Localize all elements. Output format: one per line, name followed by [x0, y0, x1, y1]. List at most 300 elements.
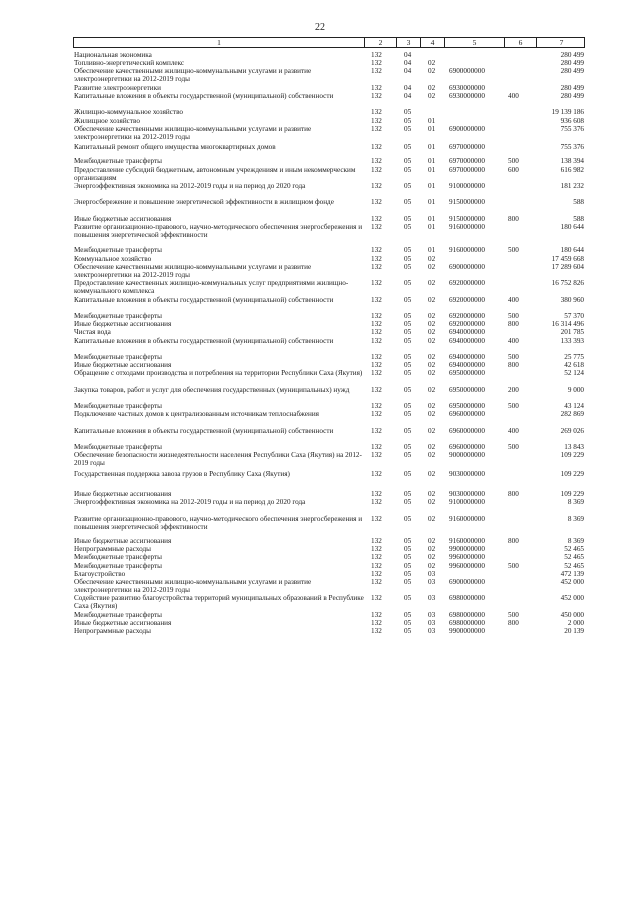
cell-c3: 05 — [404, 246, 412, 255]
cell-c7: 52 124 — [564, 369, 584, 378]
cell-c4: 02 — [428, 67, 436, 76]
table-row — [0, 451, 640, 467]
cell-c3: 05 — [404, 312, 412, 320]
cell-c3: 05 — [404, 361, 412, 370]
cell-c5: 9030000000 — [449, 490, 485, 498]
cell-c3: 05 — [404, 320, 412, 329]
cell-c3: 05 — [404, 410, 412, 419]
cell-c5: 9960000000 — [449, 561, 485, 570]
cell-name: Иные бюджетные ассигнования — [74, 320, 172, 329]
cell-c2: 132 — [371, 165, 382, 174]
cell-c7: 2 000 — [567, 619, 584, 627]
cell-c4: 01 — [428, 246, 436, 255]
cell-c6: 200 — [508, 385, 519, 394]
cell-name: Обеспечение безопасности жизнедеятельности населения Республики Саха (Якутия) на 2012-2019 годы — [74, 451, 362, 468]
table-row — [0, 386, 640, 402]
cell-c5: 6940000000 — [449, 336, 485, 345]
cell-c4: 02 — [428, 295, 436, 304]
cell-c2: 132 — [371, 143, 382, 152]
cell-name: Обеспечение качественными жилищно-коммунальными услугами и развитие электроэнергетики на 2012-2019 годы — [74, 67, 312, 84]
cell-c6: 500 — [508, 443, 519, 452]
cell-c2: 132 — [371, 498, 382, 507]
cell-c6: 400 — [508, 92, 519, 100]
cell-c4: 01 — [428, 223, 436, 231]
cell-name: Обеспечение качественными жилищно-коммунальными услугами и развитие электроэнергетики на 2012-2019 годы — [74, 578, 312, 594]
cell-name: Межбюджетные трансферты — [74, 157, 162, 166]
table-row — [0, 296, 640, 312]
cell-c6: 800 — [508, 619, 519, 627]
cell-name: Обращение с отходами производства и потребления на территории Республики Саха (Якутия) — [74, 369, 363, 378]
cell-c4: 03 — [428, 627, 436, 636]
cell-c2: 132 — [371, 67, 382, 76]
cell-c2: 132 — [371, 157, 382, 166]
cell-c2: 132 — [371, 83, 382, 92]
header-col-7: 7 — [536, 38, 586, 47]
cell-name: Закупка товаров, работ и услуг для обеспечения государственных (муниципальных) нужд — [74, 385, 350, 394]
cell-name: Подключение частных домов к централизованным источникам теплоснабжения — [74, 410, 319, 419]
table-row — [0, 143, 640, 151]
cell-name: Энергоэффективная экономика на 2012-2019 годы и на период до 2020 года — [74, 182, 306, 190]
cell-c2: 132 — [371, 198, 382, 207]
table-row — [0, 182, 640, 198]
cell-c6: 800 — [508, 537, 519, 545]
table-row — [0, 410, 640, 426]
table-row — [0, 611, 640, 619]
table-row — [0, 108, 640, 116]
cell-c7: 8 369 — [567, 537, 584, 545]
cell-c3: 05 — [404, 295, 412, 304]
cell-c2: 132 — [371, 627, 382, 636]
cell-c4: 02 — [428, 254, 436, 263]
cell-c7: 16 752 826 — [551, 279, 584, 288]
cell-c5: 6960000000 — [449, 443, 485, 452]
cell-c3: 05 — [404, 336, 412, 345]
cell-c7: 109 229 — [560, 469, 584, 478]
cell-c7: 17 289 604 — [551, 262, 584, 271]
cell-c4: 02 — [428, 353, 436, 361]
cell-c2: 132 — [371, 214, 382, 223]
cell-c3: 05 — [404, 353, 412, 361]
table-row — [0, 594, 640, 610]
cell-c6: 400 — [508, 295, 519, 304]
cell-name: Национальная экономика — [74, 51, 152, 59]
table-row — [0, 570, 640, 578]
cell-name: Энергосбережение и повышение энергетической эффективности в жилищном фонде — [74, 198, 334, 207]
table-row — [0, 67, 640, 83]
cell-c3: 05 — [404, 451, 412, 460]
cell-c4: 02 — [428, 361, 436, 370]
cell-c4: 02 — [428, 385, 436, 394]
cell-c4: 02 — [428, 451, 436, 460]
cell-c5: 9160000000 — [449, 537, 485, 545]
cell-name: Предоставление качественных жилищно-коммунальных услуг предприятиями жилищно-коммунального комплекса — [74, 279, 349, 296]
cell-c3: 04 — [404, 92, 412, 100]
cell-c4: 02 — [428, 59, 436, 68]
cell-name: Межбюджетные трансферты — [74, 246, 162, 255]
cell-name: Капитальные вложения в объекты государственной (муниципальной) собственности — [74, 426, 334, 435]
cell-c3: 05 — [404, 402, 412, 411]
table-row — [0, 402, 640, 410]
cell-name: Межбюджетные трансферты — [74, 402, 162, 411]
cell-name: Развитие организационно-правового, научно-методического обеспечения энергосбережения и повышения энергетической эффективности — [74, 514, 363, 531]
table-row — [0, 337, 640, 353]
cell-c2: 132 — [371, 443, 382, 452]
header-col-3: 3 — [396, 38, 420, 47]
cell-c7: 280 499 — [560, 83, 584, 92]
cell-name: Жилищно-коммунальное хозяйство — [74, 108, 184, 117]
cell-c4: 03 — [428, 619, 436, 627]
cell-c7: 52 465 — [564, 561, 584, 570]
cell-c7: 280 499 — [560, 51, 584, 59]
header-col-1: 1 — [217, 38, 221, 47]
cell-c4: 03 — [428, 594, 436, 603]
cell-c4: 03 — [428, 610, 436, 619]
cell-c7: 180 644 — [560, 246, 584, 255]
cell-c2: 132 — [371, 402, 382, 411]
cell-c3: 04 — [404, 59, 412, 68]
table-row — [0, 443, 640, 451]
table-row — [0, 255, 640, 263]
cell-c2: 132 — [371, 336, 382, 345]
cell-c5: 9100000000 — [449, 498, 485, 507]
cell-c5: 6940000000 — [449, 353, 485, 361]
cell-name: Иные бюджетные ассигнования — [74, 490, 172, 498]
cell-name: Межбюджетные трансферты — [74, 312, 162, 320]
cell-c4: 02 — [428, 537, 436, 545]
cell-c7: 25 775 — [564, 353, 584, 361]
cell-c2: 132 — [371, 361, 382, 370]
cell-c5: 6980000000 — [449, 619, 485, 627]
table-row — [0, 320, 640, 328]
cell-c6: 500 — [508, 312, 519, 320]
table-row — [0, 537, 640, 545]
cell-c4: 02 — [428, 328, 436, 337]
table-row — [0, 498, 640, 514]
cell-c2: 132 — [371, 553, 382, 562]
cell-c7: 616 982 — [560, 165, 584, 174]
cell-c7: 109 229 — [560, 451, 584, 460]
cell-c5: 6900000000 — [449, 262, 485, 271]
cell-c5: 6920000000 — [449, 320, 485, 329]
cell-c4: 03 — [428, 578, 436, 586]
cell-c2: 132 — [371, 469, 382, 478]
table-row — [0, 59, 640, 67]
cell-c2: 132 — [371, 385, 382, 394]
cell-c7: 755 376 — [560, 124, 584, 133]
table-row — [0, 84, 640, 92]
table-row — [0, 166, 640, 182]
cell-name: Непрограммные расходы — [74, 545, 151, 554]
cell-c5: 6920000000 — [449, 295, 485, 304]
cell-c2: 132 — [371, 561, 382, 570]
cell-c5: 6980000000 — [449, 594, 485, 603]
cell-c3: 04 — [404, 67, 412, 76]
cell-c5: 9000000000 — [449, 451, 485, 460]
cell-c4: 02 — [428, 545, 436, 554]
cell-c3: 05 — [404, 165, 412, 174]
cell-c5: 6930000000 — [449, 92, 485, 100]
cell-c5: 6970000000 — [449, 157, 485, 166]
cell-c6: 600 — [508, 165, 519, 174]
cell-c7: 755 376 — [560, 143, 584, 152]
cell-c7: 181 232 — [560, 182, 584, 190]
cell-c7: 17 459 668 — [551, 254, 584, 263]
cell-name: Капитальные вложения в объекты государственной (муниципальной) собственности — [74, 92, 334, 100]
cell-c2: 132 — [371, 124, 382, 133]
cell-c6: 800 — [508, 490, 519, 498]
cell-c2: 132 — [371, 328, 382, 337]
cell-c7: 450 000 — [560, 610, 584, 619]
cell-c5: 6940000000 — [449, 361, 485, 370]
cell-c2: 132 — [371, 610, 382, 619]
cell-c2: 132 — [371, 92, 382, 100]
cell-name: Капитальные вложения в объекты государственной (муниципальной) собственности — [74, 295, 334, 304]
cell-c7: 280 499 — [560, 59, 584, 68]
cell-c5: 9030000000 — [449, 469, 485, 478]
cell-c7: 13 843 — [564, 443, 584, 452]
cell-c4: 02 — [428, 498, 436, 507]
cell-name: Иные бюджетные ассигнования — [74, 214, 172, 223]
cell-name: Межбюджетные трансферты — [74, 443, 162, 452]
cell-c2: 132 — [371, 59, 382, 68]
cell-c2: 132 — [371, 182, 382, 190]
cell-c4: 02 — [428, 426, 436, 435]
cell-c7: 380 960 — [560, 295, 584, 304]
cell-c3: 05 — [404, 553, 412, 562]
cell-c2: 132 — [371, 295, 382, 304]
cell-c4: 01 — [428, 116, 436, 125]
cell-c2: 132 — [371, 108, 382, 117]
cell-c5: 9150000000 — [449, 214, 485, 223]
cell-c4: 01 — [428, 143, 436, 152]
cell-name: Содействие развитию благоустройства территорий муниципальных образований в Республике Саха (Якутия) — [74, 594, 364, 611]
cell-c4: 02 — [428, 410, 436, 419]
cell-c2: 132 — [371, 410, 382, 419]
cell-c3: 05 — [404, 490, 412, 498]
cell-c3: 05 — [404, 610, 412, 619]
cell-name: Капитальные вложения в объекты государственной (муниципальной) собственности — [74, 336, 334, 345]
cell-c3: 05 — [404, 498, 412, 507]
cell-c7: 936 608 — [560, 116, 584, 125]
cell-c3: 05 — [404, 157, 412, 166]
cell-c5: 9960000000 — [449, 553, 485, 562]
table-row — [0, 553, 640, 561]
cell-name: Межбюджетные трансферты — [74, 553, 162, 562]
cell-c4: 02 — [428, 369, 436, 378]
cell-c4: 01 — [428, 198, 436, 207]
cell-c7: 201 785 — [560, 328, 584, 337]
cell-c3: 05 — [404, 627, 412, 636]
cell-c5: 6900000000 — [449, 67, 485, 76]
cell-c4: 01 — [428, 214, 436, 223]
page-number: 22 — [315, 22, 325, 33]
cell-name: Обеспечение качественными жилищно-коммунальными услугами и развитие электроэнергетики на 2012-2019 годы — [74, 124, 312, 141]
cell-c5: 6940000000 — [449, 328, 485, 337]
cell-c5: 6970000000 — [449, 143, 485, 152]
table-row — [0, 578, 640, 594]
cell-c2: 132 — [371, 246, 382, 255]
cell-c3: 05 — [404, 116, 412, 125]
cell-c3: 05 — [404, 469, 412, 478]
cell-c7: 452 000 — [560, 578, 584, 586]
cell-c7: 42 618 — [564, 361, 584, 370]
cell-c7: 52 465 — [564, 545, 584, 554]
cell-c3: 05 — [404, 328, 412, 337]
table-row — [0, 51, 640, 59]
cell-c2: 132 — [371, 116, 382, 125]
cell-c2: 132 — [371, 545, 382, 554]
cell-c6: 400 — [508, 336, 519, 345]
cell-name: Иные бюджетные ассигнования — [74, 361, 172, 370]
cell-c3: 05 — [404, 385, 412, 394]
header-col-6: 6 — [504, 38, 536, 47]
cell-c7: 19 139 186 — [551, 108, 584, 117]
cell-c3: 05 — [404, 124, 412, 133]
cell-c7: 282 869 — [560, 410, 584, 419]
cell-c6: 800 — [508, 361, 519, 370]
table-row — [0, 223, 640, 239]
header-col-2: 2 — [364, 38, 396, 47]
cell-c3: 05 — [404, 369, 412, 378]
cell-c2: 132 — [371, 369, 382, 378]
cell-c4: 03 — [428, 569, 436, 578]
cell-c3: 05 — [404, 443, 412, 452]
cell-c4: 02 — [428, 336, 436, 345]
table-row — [0, 215, 640, 223]
table-row — [0, 619, 640, 627]
cell-c5: 6950000000 — [449, 369, 485, 378]
table-row — [0, 545, 640, 553]
cell-name: Иные бюджетные ассигнования — [74, 537, 172, 545]
cell-c6: 500 — [508, 402, 519, 411]
cell-c3: 05 — [404, 214, 412, 223]
cell-c7: 138 394 — [560, 157, 584, 166]
cell-c5: 9160000000 — [449, 246, 485, 255]
cell-c7: 8 369 — [567, 498, 584, 507]
cell-c2: 132 — [371, 594, 382, 603]
cell-c2: 132 — [371, 569, 382, 578]
cell-c2: 132 — [371, 353, 382, 361]
table-row — [0, 263, 640, 279]
cell-name: Капитальный ремонт общего имущества многоквартирных домов — [74, 143, 276, 152]
cell-c2: 132 — [371, 223, 382, 231]
cell-c2: 132 — [371, 262, 382, 271]
cell-c3: 05 — [404, 537, 412, 545]
cell-c5: 9160000000 — [449, 514, 485, 523]
cell-c4: 02 — [428, 469, 436, 478]
cell-name: Непрограммные расходы — [74, 627, 151, 636]
table-row — [0, 279, 640, 295]
cell-c7: 452 000 — [560, 594, 584, 603]
cell-c2: 132 — [371, 578, 382, 586]
cell-c7: 269 026 — [560, 426, 584, 435]
cell-c4: 02 — [428, 514, 436, 523]
cell-name: Жилищное хозяйство — [74, 116, 140, 125]
cell-c5: 6950000000 — [449, 385, 485, 394]
cell-name: Энергоэффективная экономика на 2012-2019 годы и на период до 2020 года — [74, 498, 306, 507]
cell-c3: 05 — [404, 198, 412, 207]
cell-c7: 16 314 496 — [551, 320, 584, 329]
table-row — [0, 470, 640, 478]
cell-c3: 05 — [404, 578, 412, 586]
cell-c6: 800 — [508, 320, 519, 329]
cell-c3: 05 — [404, 594, 412, 603]
cell-c3: 05 — [404, 545, 412, 554]
table-row — [0, 562, 640, 570]
cell-name: Коммунальное хозяйство — [74, 254, 152, 263]
cell-c5: 6960000000 — [449, 410, 485, 419]
cell-c4: 01 — [428, 165, 436, 174]
cell-c7: 52 465 — [564, 553, 584, 562]
cell-c5: 6970000000 — [449, 165, 485, 174]
cell-c2: 132 — [371, 451, 382, 460]
cell-c3: 05 — [404, 262, 412, 271]
cell-c3: 05 — [404, 223, 412, 231]
cell-c7: 20 139 — [564, 627, 584, 636]
cell-c6: 800 — [508, 214, 519, 223]
table-row — [0, 369, 640, 385]
cell-c3: 05 — [404, 514, 412, 523]
cell-c6: 500 — [508, 610, 519, 619]
header-col-4: 4 — [420, 38, 444, 47]
cell-c4: 02 — [428, 553, 436, 562]
cell-c6: 500 — [508, 561, 519, 570]
cell-c5: 6980000000 — [449, 610, 485, 619]
cell-c4: 02 — [428, 320, 436, 329]
cell-c3: 05 — [404, 569, 412, 578]
cell-c5: 6920000000 — [449, 312, 485, 320]
cell-name: Обеспечение качественными жилищно-коммунальными услугами и развитие электроэнергетики на 2012-2019 годы — [74, 262, 312, 279]
cell-c2: 132 — [371, 254, 382, 263]
cell-c4: 02 — [428, 262, 436, 271]
cell-c3: 04 — [404, 51, 412, 59]
cell-c5: 9100000000 — [449, 182, 485, 190]
cell-c5: 6920000000 — [449, 279, 485, 288]
table-row — [0, 198, 640, 214]
cell-c5: 6900000000 — [449, 578, 485, 586]
table-row — [0, 627, 640, 635]
cell-c6: 500 — [508, 246, 519, 255]
cell-c5: 9160000000 — [449, 223, 485, 231]
cell-c5: 9900000000 — [449, 627, 485, 636]
cell-name: Чистая вода — [74, 328, 111, 337]
cell-c4: 02 — [428, 490, 436, 498]
cell-c7: 133 393 — [560, 336, 584, 345]
cell-c5: 9900000000 — [449, 545, 485, 554]
cell-name: Развитие организационно-правового, научно-методического обеспечения энергосбережения и повышения энергетической эффективности — [74, 223, 363, 239]
cell-c4: 02 — [428, 443, 436, 452]
cell-name: Иные бюджетные ассигнования — [74, 619, 172, 627]
cell-c4: 02 — [428, 561, 436, 570]
cell-c7: 43 124 — [564, 402, 584, 411]
cell-c7: 588 — [573, 198, 584, 207]
table-row — [0, 490, 640, 498]
cell-name: Межбюджетные трансферты — [74, 561, 162, 570]
cell-name: Благоустройство — [74, 569, 126, 578]
table-row — [0, 515, 640, 531]
cell-c3: 05 — [404, 182, 412, 190]
table-row — [0, 427, 640, 443]
table-row — [0, 157, 640, 165]
cell-c2: 132 — [371, 426, 382, 435]
cell-c5: 6930000000 — [449, 83, 485, 92]
table-row — [0, 117, 640, 125]
cell-c3: 05 — [404, 108, 412, 117]
cell-c7: 280 499 — [560, 92, 584, 100]
header-col-5: 5 — [444, 38, 504, 47]
cell-c2: 132 — [371, 514, 382, 523]
cell-c7: 109 229 — [560, 490, 584, 498]
